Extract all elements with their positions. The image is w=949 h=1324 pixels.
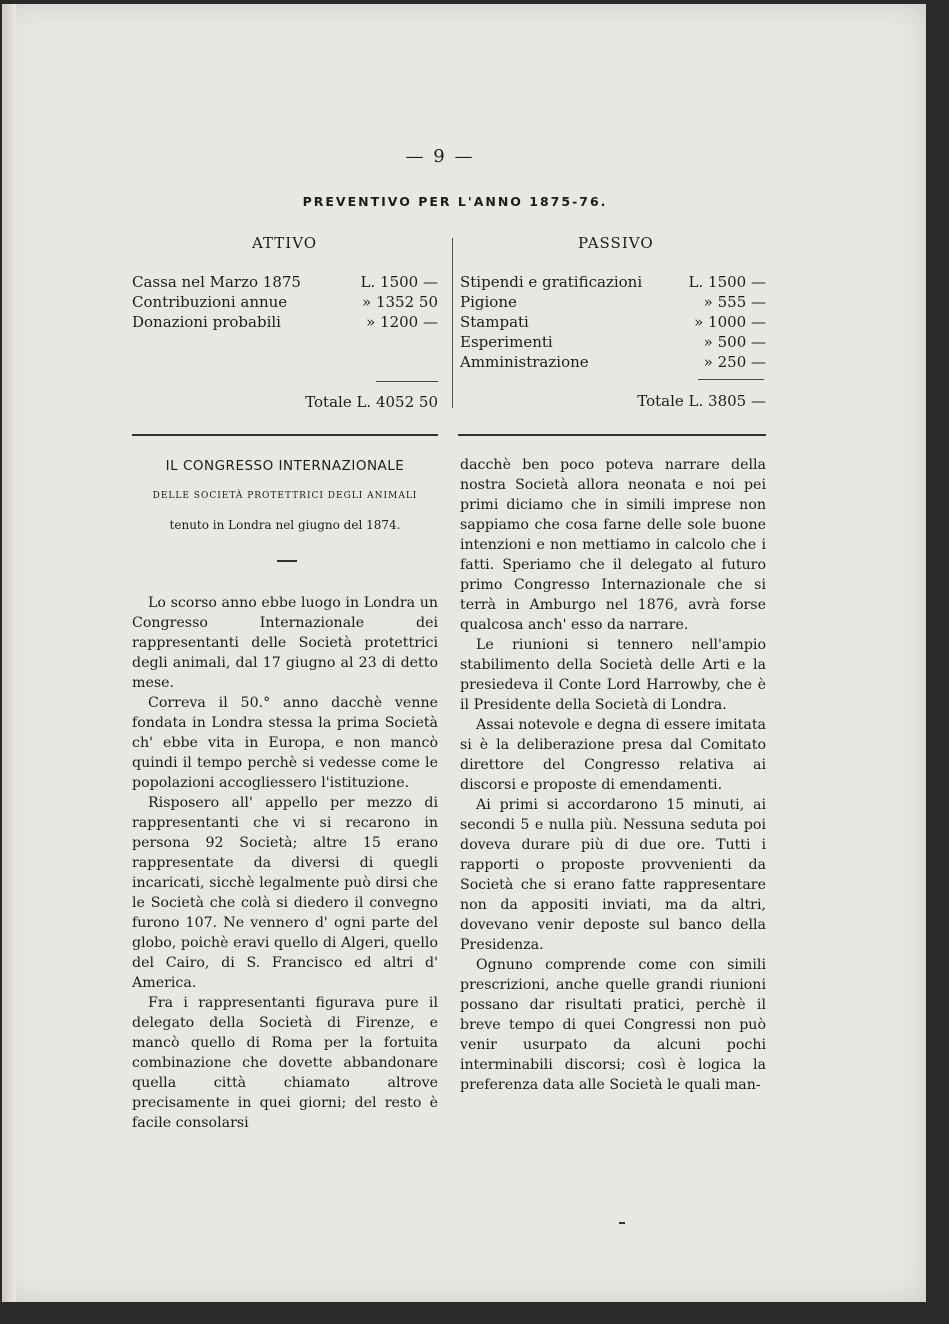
attivo-amount: » 1200 — [366, 313, 438, 331]
passivo-label: Stipendi e gratificazioni [460, 273, 643, 291]
attivo-amount: L. 1500 — [360, 273, 438, 291]
passivo-amount: » 1000 — [694, 313, 766, 331]
attivo-label: Donazioni probabili [132, 313, 281, 331]
passivo-label: Amministrazione [460, 353, 589, 371]
passivo-row [460, 312, 766, 332]
passivo-row [460, 352, 766, 372]
passivo-amount: » 555 — [703, 293, 766, 311]
attivo-label: Cassa nel Marzo 1875 [132, 273, 301, 291]
section-subtitle-2: tenuto in Londra nel giugno del 1874. [169, 518, 401, 532]
section-rule-left [132, 434, 438, 436]
passivo-amount: L. 1500 — [688, 273, 766, 291]
page-number: — 9 — [405, 146, 475, 167]
passivo-total-row [460, 391, 766, 411]
budget-title: PREVENTIVO PER L'ANNO 1875-76. [302, 194, 608, 209]
passivo-row [460, 272, 766, 292]
passivo-heading: PASSIVO [578, 234, 654, 252]
paragraph-continued: dacchè ben poco poteva narrare della nostra Società allora neonata e noi pei primi diciamo che in simili imprese non sappiamo che cosa farne delle sole buone intenzioni e non mettiamo in calcolo che i fatti. Speriamo che il delegato al futuro primo Congresso Internazionale che si terrà in Amburgo nel 1876, avrà forse qualcosa anch' esso da narrare. [460, 457, 766, 633]
paragraph: Le riunioni si tennero nell'ampio stabilimento della Società delle Arti e la presiedeva il Conte Lord Harrowby, che è il Presidente della Società di Londra. [460, 637, 766, 713]
passivo-label: Pigione [460, 293, 517, 311]
paragraph: Fra i rappresentanti figurava pure il delegato della Società di Firenze, e mancò quello di Roma per la fortuita combinazione che dovette abbandonare quella città chiamato altrove precisamente in quei giorni; del resto è facile consolarsi [132, 995, 438, 1131]
paragraph: Risposero all' appello per mezzo di rappresentanti che vi si recarono in persona 92 Società; altre 15 erano rappresentate da diversi di quegli incaricati, sicchè legalmente può dirsi che le Società che colà si diedero il convegno furono 107. Ne vennero d' ogni parte del globo, poichè eravi quello di Algeri, quello del Cairo, di S. Francisco ed altri d' America. [132, 795, 438, 991]
attivo-heading: ATTIVO [252, 234, 318, 252]
attivo-label: Contribuzioni annue [132, 293, 288, 311]
ink-mark [619, 1222, 625, 1224]
attivo-sum-line [376, 381, 438, 382]
paragraph: Ognuno comprende come con simili prescrizioni, anche quelle grandi riunioni possano dar risultati pratici, perchè il breve tempo di quei Congressi non può venir usurpato da alcuni pochi interminabili discorsi; così è logica la preferenza data alle Società le quali man- [460, 957, 766, 1093]
budget-divider [452, 238, 453, 408]
passivo-label: Stampati [460, 313, 529, 331]
passivo-amount: » 500 — [703, 333, 766, 351]
paragraph: Ai primi si accordarono 15 minuti, ai secondi 5 e nulla più. Nessuna seduta poi doveva durare più di due ore. Tutti i rapporti o proposte provvenienti da Società che si erano fatte rappresentare non da appositi inviati, ma da altri, dovevano venir deposte sul banco della Presidenza. [460, 797, 766, 953]
attivo-total: Totale L. 4052 50 [305, 393, 438, 411]
attivo-total-row [132, 392, 438, 412]
right-column [460, 455, 766, 1095]
section-subtitle: DELLE SOCIETÀ PROTETTRICI DEGLI ANIMALI [152, 491, 418, 501]
attivo-row [132, 272, 438, 292]
paragraph: Correva il 50.° anno dacchè venne fondata in Londra stessa la prima Società ch' ebbe vita in Europa, e non mancò quindi il tempo perchè si vedesse come le popolazioni accogliessero l'istituzione. [132, 695, 438, 791]
passivo-total: Totale L. 3805 — [637, 392, 766, 410]
section-title: IL CONGRESSO INTERNAZIONALE [165, 458, 405, 474]
section-dash [277, 560, 297, 562]
passivo-label: Esperimenti [460, 333, 553, 351]
passivo-row [460, 332, 766, 352]
passivo-sum-line [698, 379, 764, 380]
paragraph: Lo scorso anno ebbe luogo in Londra un Congresso Internazionale dei rappresentanti delle Società protettrici degli animali, dal 17 giugno al 23 di detto mese. [132, 595, 438, 691]
attivo-row [132, 312, 438, 332]
section-rule-right [458, 434, 766, 436]
attivo-amount: » 1352 50 [362, 293, 438, 311]
passivo-row [460, 292, 766, 312]
paragraph: Assai notevole e degna di essere imitata si è la deliberazione presa dal Comitato direttore del Congresso relativa ai discorsi e proposte di emendamenti. [460, 717, 766, 793]
page-binding-shadow [2, 4, 16, 1302]
attivo-row [132, 292, 438, 312]
left-column [132, 593, 438, 1133]
passivo-amount: » 250 — [703, 353, 766, 371]
